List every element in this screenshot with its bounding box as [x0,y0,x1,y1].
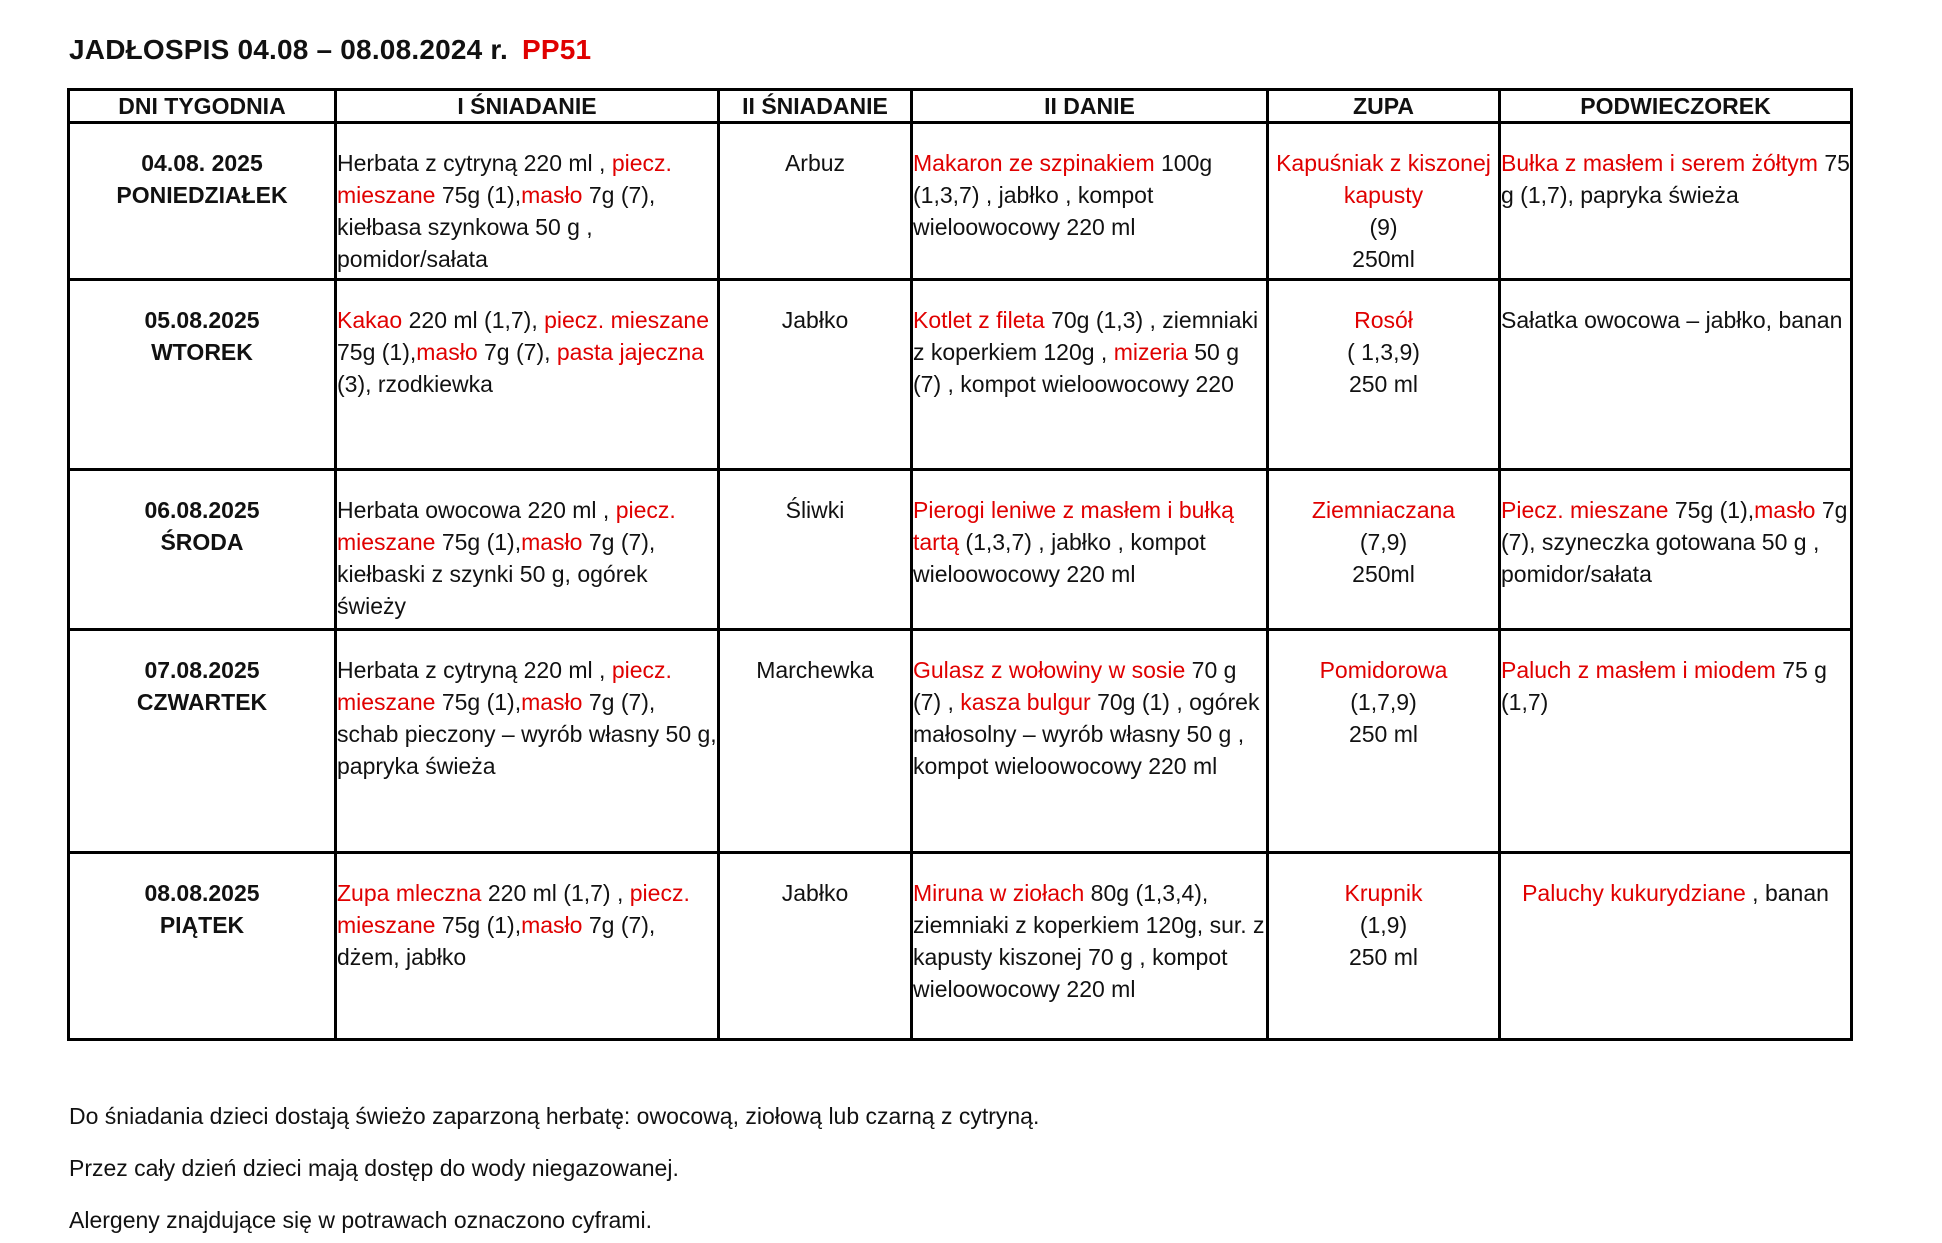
day-date: 05.08.2025 [144,307,260,333]
soup-name: Kapuśniak z kiszonej kapusty [1276,150,1491,208]
soup-portion: 250ml [1352,246,1415,272]
table-row [69,470,1852,630]
table-row [69,630,1852,853]
day-weekday: PIĄTEK [159,912,245,938]
breakfast-1-cell: Herbata owocowa 220 ml , piecz. mieszane 75g (1),masło 7g (7), kiełbaski z szynki 50 g, ogórek świeży [336,470,719,630]
header-soup: ZUPA [1268,90,1500,123]
header-snack: PODWIECZOREK [1500,90,1852,123]
soup-allergens: (7,9) [1359,529,1408,555]
soup-name: Pomidorowa [1319,657,1448,683]
day-date: 04.08. 2025 [141,150,263,176]
day-weekday: CZWARTEK [136,689,268,715]
header-days: DNI TYGODNIA [69,90,336,123]
main-course-cell: Gulasz z wołowiny w sosie 70 g (7) , kasza bulgur 70g (1) , ogórek małosolny – wyrób własny 50 g , kompot wieloowocowy 220 ml [912,630,1268,853]
snack-cell: Bułka z masłem i serem żółtym 75 g (1,7), papryka świeża [1500,123,1852,280]
soup-portion: 250 ml [1348,944,1419,970]
day-date: 06.08.2025 [144,497,260,523]
breakfast-2-cell: Jabłko [719,280,912,470]
breakfast-2-cell: Śliwki [719,470,912,630]
day-cell [69,470,336,630]
soup-cell [1268,280,1500,470]
day-cell [69,280,336,470]
soup-allergens: (9) [1369,214,1398,240]
soup-allergens: (1,9) [1359,912,1408,938]
table-row [69,853,1852,1040]
snack-cell: Piecz. mieszane 75g (1),masło 7g (7), szyneczka gotowana 50 g , pomidor/sałata [1500,470,1852,630]
day-weekday: PONIEDZIAŁEK [116,182,288,208]
main-course-cell: Miruna w ziołach 80g (1,3,4), ziemniaki z koperkiem 120g, sur. z kapusty kiszonej 70 g , kompot wieloowocowy 220 ml [912,853,1268,1040]
breakfast-2-cell: Jabłko [719,853,912,1040]
page-title [69,34,591,66]
header-breakfast-1: I ŚNIADANIE [336,90,719,123]
breakfast-2-cell: Arbuz [719,123,912,280]
soup-cell [1268,853,1500,1040]
breakfast-1-cell: Zupa mleczna 220 ml (1,7) , piecz. mieszane 75g (1),masło 7g (7), dżem, jabłko [336,853,719,1040]
soup-portion: 250 ml [1348,371,1419,397]
breakfast-1-cell: Kakao 220 ml (1,7), piecz. mieszane 75g (1),masło 7g (7), pasta jajeczna (3), rzodkiewka [336,280,719,470]
table-row [69,280,1852,470]
snack-cell: Sałatka owocowa – jabłko, banan [1500,280,1852,470]
soup-cell [1268,123,1500,280]
main-course-cell: Pierogi leniwe z masłem i bułką tartą (1,3,7) , jabłko , kompot wieloowocowy 220 ml [912,470,1268,630]
day-cell [69,630,336,853]
snack-cell: Paluchy kukurydziane , banan [1500,853,1852,1040]
day-date: 08.08.2025 [144,880,260,906]
breakfast-1-cell: Herbata z cytryną 220 ml , piecz. mieszane 75g (1),masło 7g (7), kiełbasa szynkowa 50 g , pomidor/sałata [336,123,719,280]
snack-cell: Paluch z masłem i miodem 75 g (1,7) [1500,630,1852,853]
menu-table [67,88,1853,1041]
soup-allergens: (1,7,9) [1350,689,1417,715]
soup-allergens: ( 1,3,9) [1347,339,1420,365]
header-breakfast-2: II ŚNIADANIE [719,90,912,123]
header-row [69,90,1852,123]
main-course-cell: Kotlet z fileta 70g (1,3) , ziemniaki z koperkiem 120g , mizeria 50 g (7) , kompot wieloowocowy 220 [912,280,1268,470]
title-code: PP51 [521,34,592,65]
notes [69,1100,1039,1236]
soup-name: Rosół [1354,307,1413,333]
main-course-cell: Makaron ze szpinakiem 100g (1,3,7) , jabłko , kompot wieloowocowy 220 ml [912,123,1268,280]
note-tea: Do śniadania dzieci dostają świeżo zaparzoną herbatę: owocową, ziołową lub czarną z cytryną. [69,1103,1040,1129]
note-allergens: Alergeny znajdujące się w potrawach oznaczono cyframi. [69,1207,652,1233]
table-row [69,123,1852,280]
title-text: JADŁOSPIS 04.08 – 08.08.2024 r. [69,34,508,65]
day-cell [69,123,336,280]
day-cell [69,853,336,1040]
day-date: 07.08.2025 [144,657,260,683]
soup-portion: 250 ml [1348,721,1419,747]
soup-portion: 250ml [1352,561,1415,587]
soup-cell [1268,630,1500,853]
soup-cell [1268,470,1500,630]
day-weekday: ŚRODA [160,529,244,555]
soup-name: Krupnik [1344,880,1423,906]
breakfast-1-cell: Herbata z cytryną 220 ml , piecz. mieszane 75g (1),masło 7g (7), schab pieczony – wyrób własny 50 g, papryka świeża [336,630,719,853]
day-weekday: WTOREK [151,339,253,365]
header-main-course: II DANIE [912,90,1268,123]
note-water: Przez cały dzień dzieci mają dostęp do wody niegazowanej. [69,1155,679,1181]
breakfast-2-cell: Marchewka [719,630,912,853]
soup-name: Ziemniaczana [1311,497,1456,523]
